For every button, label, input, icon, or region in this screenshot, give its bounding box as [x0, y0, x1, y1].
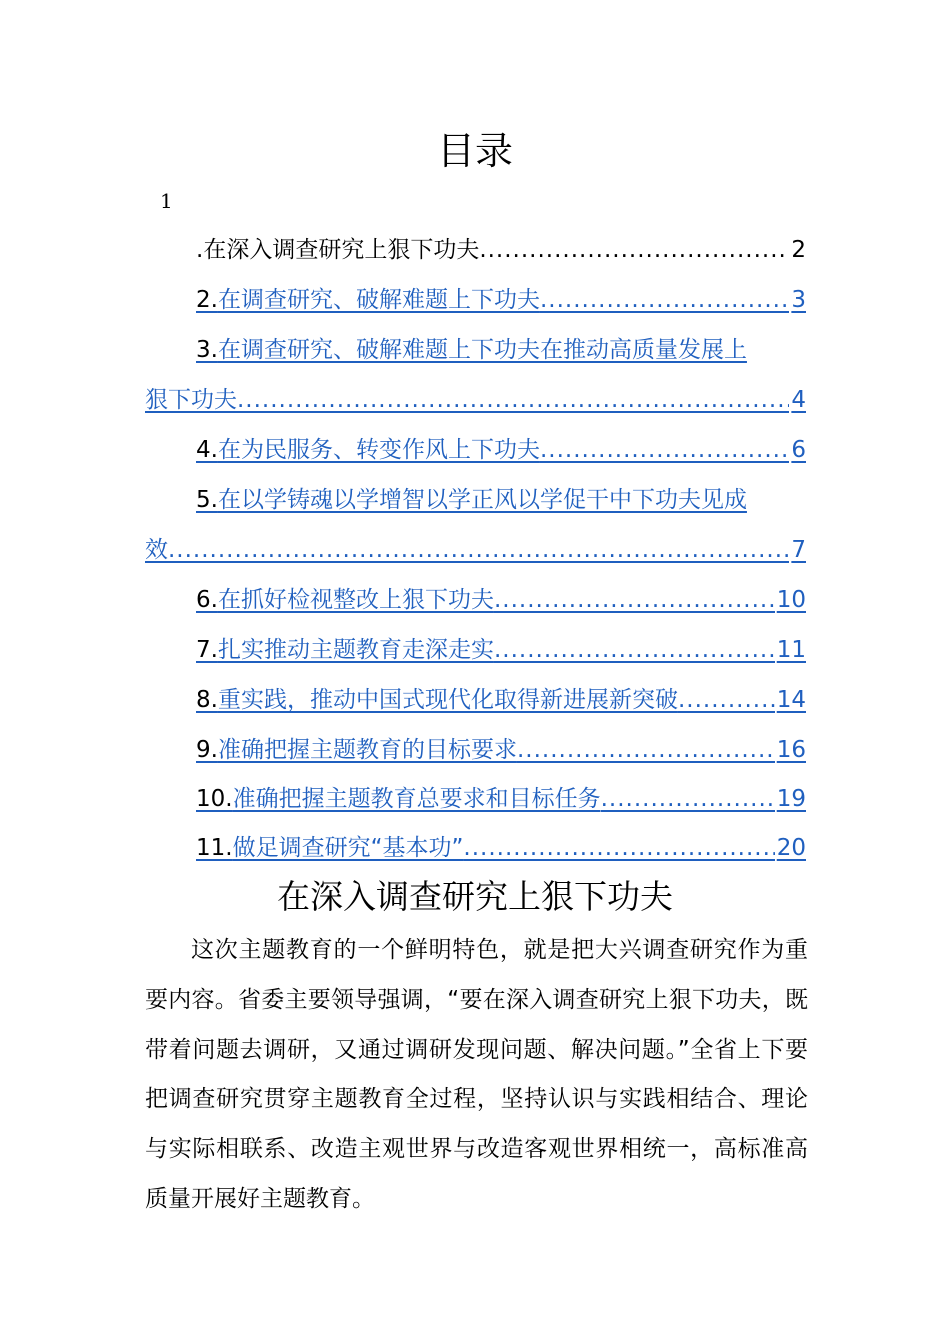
toc-entry-page[interactable]: 20: [776, 835, 806, 861]
toc-entry[interactable]: [196, 483, 806, 517]
toc-entry[interactable]: [196, 733, 806, 767]
toc-entry-text: 在深入调查研究上狠下功夫: [203, 237, 480, 263]
toc-entry-page[interactable]: 4: [791, 387, 806, 413]
toc-entry-link[interactable]: 效: [145, 537, 168, 563]
toc-leader-dots: [540, 433, 789, 467]
toc-entry-number: 9.: [196, 737, 218, 763]
toc-entry[interactable]: [196, 683, 806, 717]
toc-entry-number: 11.: [196, 835, 233, 861]
page-marker: 1: [160, 189, 173, 213]
toc-entry-link[interactable]: 做足调查研究“基本功”: [232, 835, 464, 861]
toc-entry-number: 8.: [196, 687, 218, 713]
toc-entry[interactable]: [196, 831, 806, 865]
toc-entry-page[interactable]: 7: [791, 537, 806, 563]
toc-entry-continuation[interactable]: [145, 533, 806, 567]
toc-entry-number: 5.: [196, 487, 218, 513]
toc-leader-dots: [168, 533, 789, 567]
toc-entry-page[interactable]: 3: [791, 287, 806, 313]
toc-entry-number: .: [196, 237, 204, 263]
toc-entry[interactable]: [196, 583, 806, 617]
toc-entry-number: 4.: [196, 437, 218, 463]
toc-entry-number: 7.: [196, 637, 218, 663]
toc-leader-dots: [678, 683, 775, 717]
toc-entry[interactable]: [196, 333, 806, 367]
toc-entry-number: 2.: [196, 287, 218, 313]
toc-leader-dots: [494, 583, 775, 617]
toc-leader-dots: [463, 831, 774, 865]
toc-entry-continuation[interactable]: [145, 383, 806, 417]
toc-entry-link[interactable]: 狠下功夫: [145, 387, 237, 413]
toc-entry-link[interactable]: 在为民服务、转变作风上下功夫: [217, 437, 540, 463]
toc-entry-page[interactable]: 19: [776, 786, 806, 812]
toc-entry[interactable]: [196, 233, 806, 267]
toc-leader-dots: [479, 233, 789, 267]
toc-entry-page[interactable]: 16: [776, 737, 806, 763]
toc-entry-page[interactable]: 11: [776, 637, 806, 663]
body-paragraph: 这次主题教育的一个鲜明特色，就是把大兴调查研究作为重要内容。省委主要领导强调，“要在深入调查研究上狠下功夫，既带着问题去调研，又通过调研发现问题、解决问题。”全省上下要把调查研究贯穿主题教育全过程，坚持认识与实践相结合、理论与实际相联系、改造主观世界与改造客观世界相统一，高标准高质量开展好主题教育。: [145, 937, 808, 1212]
toc-entry-page[interactable]: 6: [791, 437, 806, 463]
toc-entry[interactable]: [196, 633, 806, 667]
toc-entry-number: 10.: [196, 786, 233, 812]
toc-entry[interactable]: [196, 283, 806, 317]
toc-entry-link[interactable]: 准确把握主题教育总要求和目标任务: [232, 786, 601, 812]
section-title: 在深入调查研究上狠下功夫: [277, 877, 673, 916]
toc-entry-link[interactable]: 重实践，推动中国式现代化取得新进展新突破: [217, 687, 678, 713]
toc-entry-page[interactable]: 14: [776, 687, 806, 713]
toc-entry-link[interactable]: 扎实推动主题教育走深走实: [217, 637, 494, 663]
toc-leader-dots: [540, 283, 789, 317]
toc-title: 目录: [436, 129, 513, 173]
toc-leader-dots: [517, 733, 775, 767]
toc-leader-dots: [601, 782, 775, 816]
toc-entry-link[interactable]: 在调查研究、破解难题上下功夫: [217, 287, 540, 313]
toc-entry[interactable]: [196, 433, 806, 467]
toc-entry-number: 6.: [196, 587, 218, 613]
toc-entry-link[interactable]: 在调查研究、破解难题上下功夫在推动高质量发展上: [217, 337, 747, 363]
toc-entry-link[interactable]: 准确把握主题教育的目标要求: [217, 737, 517, 763]
toc-entry-number: 3.: [196, 337, 218, 363]
toc-entry-page: 2: [791, 237, 806, 263]
toc-leader-dots: [237, 383, 789, 417]
toc-entry-link[interactable]: 在以学铸魂以学增智以学正风以学促干中下功夫见成: [217, 487, 747, 513]
toc-leader-dots: [494, 633, 775, 667]
toc-entry[interactable]: [196, 782, 806, 816]
toc-entry-link[interactable]: 在抓好检视整改上狠下功夫: [217, 587, 494, 613]
toc-entry-page[interactable]: 10: [776, 587, 806, 613]
